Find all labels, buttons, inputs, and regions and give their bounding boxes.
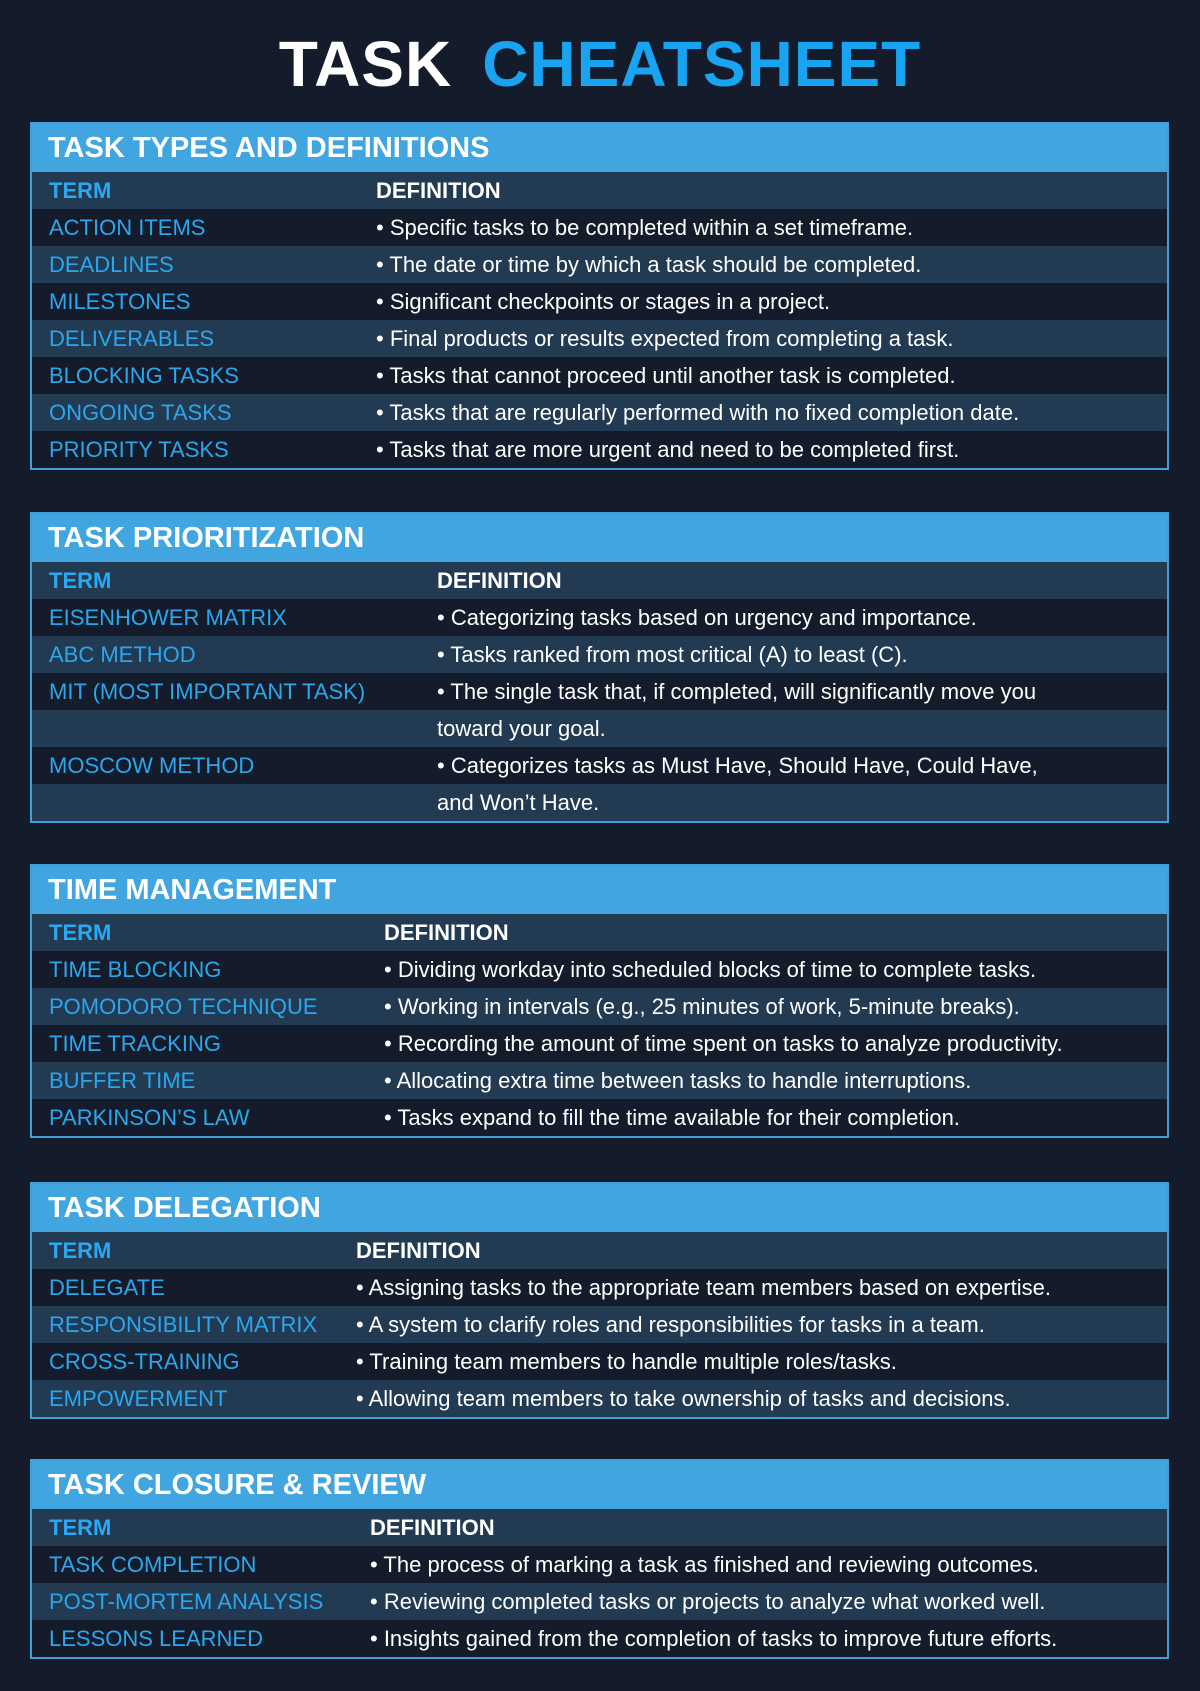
term-cell: ONGOING TASKS — [49, 399, 232, 425]
term-column-header: TERM — [49, 919, 112, 945]
term-cell: PARKINSON’S LAW — [49, 1104, 250, 1130]
term-cell: MOSCOW METHOD — [49, 752, 255, 778]
definition-cell: • Tasks that cannot proceed until another task is completed. — [376, 362, 956, 388]
definition-cell: • A system to clarify roles and responsibilities for tasks in a team. — [356, 1311, 985, 1337]
term-cell: LESSONS LEARNED — [49, 1625, 263, 1651]
table-row — [32, 784, 1167, 821]
section-heading: TASK CLOSURE & REVIEW — [32, 1461, 1167, 1509]
table-row — [32, 599, 1167, 636]
section-3 — [30, 1182, 1169, 1419]
table-row — [32, 710, 1167, 747]
section-1 — [30, 512, 1169, 823]
definition-column-header: DEFINITION — [356, 1237, 481, 1263]
definition-cell: • Significant checkpoints or stages in a project. — [376, 288, 831, 314]
page-title — [0, 24, 1200, 104]
term-column-header: TERM — [49, 177, 112, 203]
column-header-row — [32, 172, 1167, 209]
title-word-task: TASK — [278, 28, 453, 100]
term-cell: BUFFER TIME — [49, 1067, 196, 1093]
term-cell: TIME TRACKING — [49, 1030, 221, 1056]
definition-cell: • Insights gained from the completion of tasks to improve future efforts. — [370, 1625, 1058, 1651]
definition-cell: • Tasks that are regularly performed with no fixed completion date. — [376, 399, 1020, 425]
table-row — [32, 394, 1167, 431]
section-heading: TIME MANAGEMENT — [32, 866, 1167, 914]
term-cell: ABC METHOD — [49, 641, 196, 667]
section-heading: TASK DELEGATION — [32, 1184, 1167, 1232]
term-cell: DELEGATE — [49, 1274, 165, 1300]
definition-cell: • Recording the amount of time spent on tasks to analyze productivity. — [384, 1030, 1063, 1056]
definition-column-header: DEFINITION — [376, 177, 501, 203]
term-cell: EISENHOWER MATRIX — [49, 604, 287, 630]
term-cell: PRIORITY TASKS — [49, 436, 229, 462]
table-row — [32, 1343, 1167, 1380]
term-cell: POST-MORTEM ANALYSIS — [49, 1588, 324, 1614]
section-heading: TASK TYPES AND DEFINITIONS — [32, 124, 1167, 172]
table-row — [32, 209, 1167, 246]
term-column-header: TERM — [49, 567, 112, 593]
definition-column-header: DEFINITION — [384, 919, 509, 945]
definition-cell: • Reviewing completed tasks or projects to analyze what worked well. — [370, 1588, 1046, 1614]
term-cell: CROSS-TRAINING — [49, 1348, 240, 1374]
definition-cell: • Dividing workday into scheduled blocks of time to complete tasks. — [384, 956, 1037, 982]
definition-cell: • Tasks expand to fill the time available for their completion. — [384, 1104, 960, 1130]
term-cell: MIT (MOST IMPORTANT TASK) — [49, 678, 366, 704]
table-row — [32, 951, 1167, 988]
definition-column-header: DEFINITION — [370, 1514, 495, 1540]
column-header-row — [32, 1232, 1167, 1269]
definition-cell: • Assigning tasks to the appropriate team members based on expertise. — [356, 1274, 1051, 1300]
table-row — [32, 283, 1167, 320]
term-cell: TASK COMPLETION — [49, 1551, 257, 1577]
table-row — [32, 636, 1167, 673]
table-row — [32, 1269, 1167, 1306]
definition-cell: • Allowing team members to take ownership of tasks and decisions. — [356, 1385, 1011, 1411]
term-column-header: TERM — [49, 1514, 112, 1540]
definition-cell: and Won’t Have. — [437, 789, 600, 815]
section-0 — [30, 122, 1169, 470]
table-row — [32, 246, 1167, 283]
table-row — [32, 1546, 1167, 1583]
term-cell: POMODORO TECHNIQUE — [49, 993, 318, 1019]
table-row — [32, 357, 1167, 394]
table-row — [32, 1099, 1167, 1136]
term-cell: BLOCKING TASKS — [49, 362, 239, 388]
table-row — [32, 673, 1167, 710]
definition-cell: • The single task that, if completed, will significantly move you — [437, 678, 1037, 704]
definition-cell: • Categorizing tasks based on urgency and importance. — [437, 604, 977, 630]
term-cell: ACTION ITEMS — [49, 214, 206, 240]
term-column-header: TERM — [49, 1237, 112, 1263]
table-row — [32, 988, 1167, 1025]
term-cell: MILESTONES — [49, 288, 191, 314]
definition-cell: • The process of marking a task as finished and reviewing outcomes. — [370, 1551, 1039, 1577]
definition-cell: • Tasks ranked from most critical (A) to least (C). — [437, 641, 908, 667]
section-4 — [30, 1459, 1169, 1659]
table-row — [32, 1306, 1167, 1343]
table-row — [32, 747, 1167, 784]
definition-cell: • Tasks that are more urgent and need to be completed first. — [376, 436, 960, 462]
table-row — [32, 1620, 1167, 1657]
term-cell: DELIVERABLES — [49, 325, 215, 351]
definition-cell: • Working in intervals (e.g., 25 minutes of work, 5-minute breaks). — [384, 993, 1020, 1019]
definition-cell: • Specific tasks to be completed within a set timeframe. — [376, 214, 914, 240]
column-header-row — [32, 1509, 1167, 1546]
title-word-cheatsheet: CHEATSHEET — [482, 28, 922, 100]
section-heading: TASK PRIORITIZATION — [32, 514, 1167, 562]
section-2 — [30, 864, 1169, 1138]
term-cell: DEADLINES — [49, 251, 174, 277]
definition-column-header: DEFINITION — [437, 567, 562, 593]
column-header-row — [32, 914, 1167, 951]
term-cell: TIME BLOCKING — [49, 956, 222, 982]
table-row — [32, 1583, 1167, 1620]
term-cell: EMPOWERMENT — [49, 1385, 228, 1411]
term-cell: RESPONSIBILITY MATRIX — [49, 1311, 318, 1337]
table-row — [32, 1380, 1167, 1417]
definition-cell: toward your goal. — [437, 715, 606, 741]
definition-cell: • Allocating extra time between tasks to handle interruptions. — [384, 1067, 972, 1093]
table-row — [32, 1025, 1167, 1062]
definition-cell: • Categorizes tasks as Must Have, Should Have, Could Have, — [437, 752, 1038, 778]
column-header-row — [32, 562, 1167, 599]
table-row — [32, 320, 1167, 357]
definition-cell: • The date or time by which a task should be completed. — [376, 251, 922, 277]
definition-cell: • Final products or results expected from completing a task. — [376, 325, 954, 351]
table-row — [32, 1062, 1167, 1099]
definition-cell: • Training team members to handle multiple roles/tasks. — [356, 1348, 897, 1374]
table-row — [32, 431, 1167, 468]
